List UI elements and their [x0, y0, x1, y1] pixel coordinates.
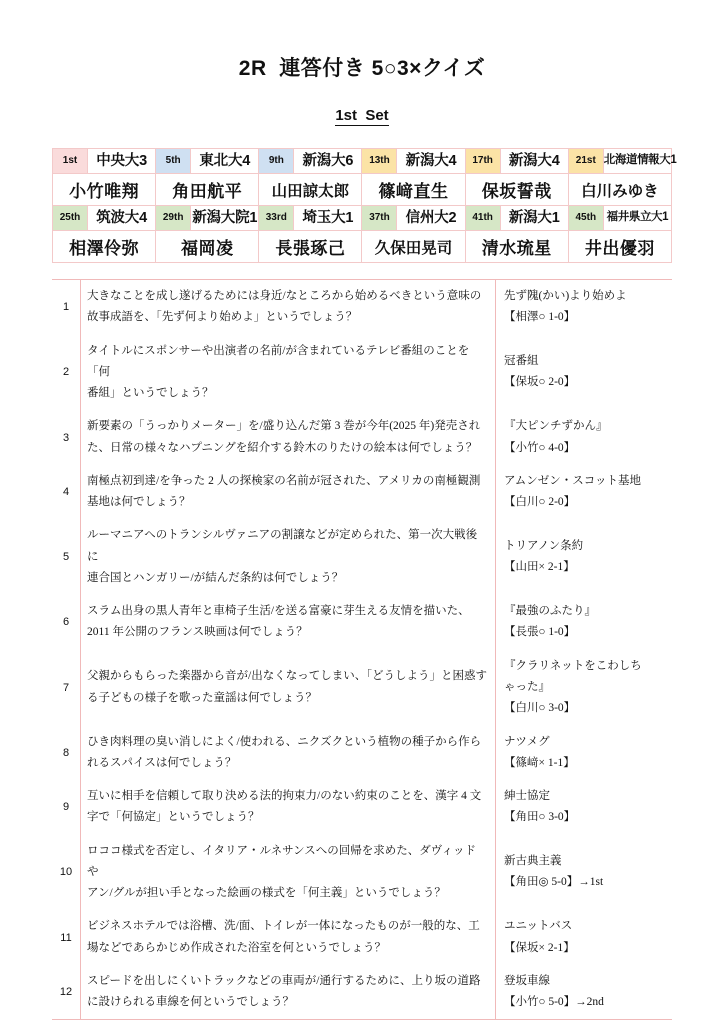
- question-text-line: ルーマニアへのトランシルヴァニアの割譲などが定められた、第一次大戦後に: [87, 529, 478, 563]
- question-row: [52, 780, 672, 835]
- players-name-row: [53, 231, 672, 263]
- player-rank-5th: 5th: [156, 149, 191, 174]
- question-text: [81, 726, 496, 781]
- question-text-line: スピードを出しにくいトラックなどの車両が/通行するために、上り坂の道路: [87, 974, 481, 987]
- question-row: [52, 465, 672, 520]
- question-answer: [496, 280, 673, 335]
- question-text: [81, 280, 496, 335]
- question-number: 7: [52, 650, 81, 726]
- question-text-line: 父親からもらった楽器から音が/出なくなってしまい、「どうしよう」と困惑す: [87, 670, 487, 683]
- player-name-29th: 福岡凌: [156, 231, 259, 263]
- question-row: [52, 519, 672, 595]
- answer-text-line: 冠番組: [504, 355, 539, 368]
- answer-text-line: 登坂車線: [504, 974, 550, 987]
- question-answer: [496, 726, 673, 781]
- question-number: 1: [52, 280, 81, 335]
- answer-text-line: 『最強のふたり』: [504, 605, 596, 618]
- answer-score: 【小竹○ 5-0】→2nd: [504, 996, 604, 1009]
- question-row: [52, 910, 672, 965]
- question-text-line: 番組」というでしょう？: [87, 387, 214, 400]
- question-text-line: スラム出身の黒人青年と車椅子生活/を送る富豪に芽生える友情を描いた、: [87, 605, 470, 618]
- question-answer: [496, 410, 673, 465]
- question-text-line: 2011 年公開のフランス映画は何でしょう？: [87, 626, 308, 639]
- question-row: [52, 410, 672, 465]
- player-rank-1st: 1st: [53, 149, 88, 174]
- question-row: [52, 280, 672, 335]
- question-text-line: に設けられる車線を何というでしょう？: [87, 996, 294, 1009]
- question-text-line: る子どもの様子を歌った童謡は何でしょう？: [87, 691, 317, 704]
- question-row: [52, 835, 672, 911]
- player-university-25th: 筑波大4: [88, 206, 156, 231]
- player-university-29th: 新潟大院1: [191, 206, 259, 231]
- question-text-line: 新要素の「うっかりメーター」を/盛り込んだ第 3 巻が今年(2025 年)発売され: [87, 420, 481, 433]
- question-text-line: 連合国とハンガリー/が結んだ条約は何でしょう？: [87, 571, 344, 584]
- question-number: 4: [52, 465, 81, 520]
- question-answer: [496, 910, 673, 965]
- answer-text-line: アムンゼン・スコット基地: [504, 474, 641, 487]
- player-name-41th: 清水琉星: [465, 231, 568, 263]
- answer-score: 【相澤○ 1-0】: [504, 311, 576, 324]
- player-rank-45th: 45th: [568, 206, 603, 231]
- question-text-line: た、日常の様々なハプニングを紹介する鈴木のりたけの絵本は何でしょう？: [87, 441, 478, 454]
- player-name-5th: 角田航平: [156, 174, 259, 206]
- player-rank-21st: 21st: [568, 149, 603, 174]
- player-university-21st: 北海道情報大1: [603, 149, 671, 174]
- answer-score: 【白川○ 3-0】: [504, 702, 576, 715]
- question-answer: [496, 465, 673, 520]
- question-answer: [496, 780, 673, 835]
- player-name-13th: 篠﨑直生: [362, 174, 465, 206]
- questions-table: [52, 279, 672, 1020]
- player-university-9th: 新潟大6: [294, 149, 362, 174]
- player-name-9th: 山田諒太郎: [259, 174, 362, 206]
- question-answer: [496, 595, 673, 650]
- question-number: 9: [52, 780, 81, 835]
- question-answer: [496, 335, 673, 411]
- question-row: [52, 595, 672, 650]
- player-name-21st: 白川みゆき: [568, 174, 671, 206]
- player-rank-17th: 17th: [465, 149, 500, 174]
- answer-score: 【山田× 2-1】: [504, 561, 575, 574]
- answer-score: 【篠﨑× 1-1】: [504, 756, 575, 769]
- player-name-33rd: 長張琢己: [259, 231, 362, 263]
- player-university-5th: 東北大4: [191, 149, 259, 174]
- question-row: [52, 650, 672, 726]
- player-name-17th: 保坂誓哉: [465, 174, 568, 206]
- answer-text-line: ユニットバス: [504, 920, 573, 933]
- question-text-line: 場などであらかじめ作成された浴室を何というでしょう？: [87, 941, 386, 954]
- answer-score: 【小竹○ 4-0】: [504, 441, 576, 454]
- answer-score: 【保坂○ 2-0】: [504, 376, 576, 389]
- player-university-45th: 福井県立大1: [603, 206, 671, 231]
- question-text-line: 故事成語を、「先ず何より始めよ」というでしょう？: [87, 311, 358, 324]
- player-rank-25th: 25th: [53, 206, 88, 231]
- question-text: [81, 650, 496, 726]
- question-answer: [496, 519, 673, 595]
- question-text: [81, 410, 496, 465]
- question-answer: [496, 835, 673, 911]
- question-text-line: 大きなことを成し遂げるためには身近/なところから始めるべきという意味の: [87, 290, 482, 302]
- question-number: 12: [52, 965, 81, 1020]
- player-university-41th: 新潟大1: [500, 206, 568, 231]
- question-text-line: 字で「何協定」というでしょう？: [87, 811, 260, 824]
- answer-score: 【角田◎ 5-0】→1st: [504, 876, 604, 889]
- question-number: 3: [52, 410, 81, 465]
- answer-text-line: ゃった』: [504, 680, 550, 693]
- players-table: [52, 148, 677, 263]
- player-rank-13th: 13th: [362, 149, 397, 174]
- player-rank-29th: 29th: [156, 206, 191, 231]
- answer-score: 【白川○ 2-0】: [504, 496, 576, 509]
- answer-text-line: 『大ピンチずかん』: [504, 420, 608, 433]
- question-text: [81, 835, 496, 911]
- player-university-17th: 新潟大4: [500, 149, 568, 174]
- question-text: [81, 335, 496, 411]
- question-text-line: 互いに相手を信頼して取り決める法的拘束力/のない約束のことを、漢字 4 文: [87, 790, 482, 803]
- question-number: 10: [52, 835, 81, 911]
- question-text: [81, 910, 496, 965]
- page-title: 2R 連答付き 5○3×クイズ: [238, 57, 486, 80]
- player-university-1st: 中央大3: [88, 149, 156, 174]
- player-rank-9th: 9th: [259, 149, 294, 174]
- answer-score: 【角田○ 3-0】: [504, 811, 576, 824]
- question-text: [81, 965, 496, 1020]
- set-title: [52, 82, 672, 124]
- player-rank-33rd: 33rd: [259, 206, 294, 231]
- question-text: [81, 595, 496, 650]
- answer-text-line: ナツメグ: [504, 735, 550, 748]
- player-name-45th: 井出優羽: [568, 231, 671, 263]
- question-text-line: 基地は何でしょう？: [87, 496, 191, 509]
- player-name-1st: 小竹唯翔: [53, 174, 156, 206]
- question-row: [52, 726, 672, 781]
- question-answer: [496, 650, 673, 726]
- player-rank-37th: 37th: [362, 206, 397, 231]
- players-rank-row: [53, 149, 672, 174]
- question-row: [52, 335, 672, 411]
- question-row: [52, 965, 672, 1020]
- question-text-line: 南極点初到達/を争った 2 人の探検家の名前が冠された、アメリカの南極観測: [87, 474, 481, 487]
- question-number: 6: [52, 595, 81, 650]
- answer-text-line: 『クラリネットをこわしち: [504, 659, 642, 672]
- player-university-13th: 新潟大4: [397, 149, 465, 174]
- question-text-line: ひき肉料理の臭い消しによく/使われる、ニクズクという植物の種子から作ら: [87, 735, 482, 748]
- answer-score: 【長張○ 1-0】: [504, 626, 576, 639]
- player-rank-41th: 41th: [465, 206, 500, 231]
- answer-text-line: トリアノン条約: [504, 540, 584, 553]
- question-number: 5: [52, 519, 81, 595]
- question-text-line: アン/グルが担い手となった絵画の様式を「何主義」というでしょう？: [87, 887, 446, 900]
- question-text: [81, 519, 496, 595]
- player-name-25th: 相澤伶弥: [53, 231, 156, 263]
- answer-text-line: 紳士協定: [504, 790, 550, 803]
- players-rank-row: [53, 206, 672, 231]
- question-answer: [496, 965, 673, 1020]
- players-name-row: [53, 174, 672, 206]
- question-number: 8: [52, 726, 81, 781]
- player-university-37th: 信州大2: [397, 206, 465, 231]
- question-text-line: ビジネスホテルでは浴槽、洗/面、トイレが一体になったものが一般的な、工: [87, 920, 480, 933]
- answer-score: 【保坂× 2-1】: [504, 941, 575, 954]
- set-title-text: 1st Set: [335, 107, 389, 124]
- question-text: [81, 780, 496, 835]
- question-number: 2: [52, 335, 81, 411]
- question-text-line: タイトルにスポンサーや出演者の名前/が含まれているテレビ番組のことを「何: [87, 344, 470, 378]
- player-university-33rd: 埼玉大1: [294, 206, 362, 231]
- question-text-line: れるスパイスは何でしょう？: [87, 756, 237, 769]
- question-text: [81, 465, 496, 520]
- question-number: 11: [52, 910, 81, 965]
- question-text-line: ロココ様式を否定し、イタリア・ルネサンスへの回帰を求めた、ダヴィッドや: [87, 844, 477, 878]
- answer-text-line: 新古典主義: [504, 855, 562, 868]
- player-name-37th: 久保田晃司: [362, 231, 465, 263]
- answer-text-line: 先ず隗(かい)より始めよ: [504, 290, 627, 302]
